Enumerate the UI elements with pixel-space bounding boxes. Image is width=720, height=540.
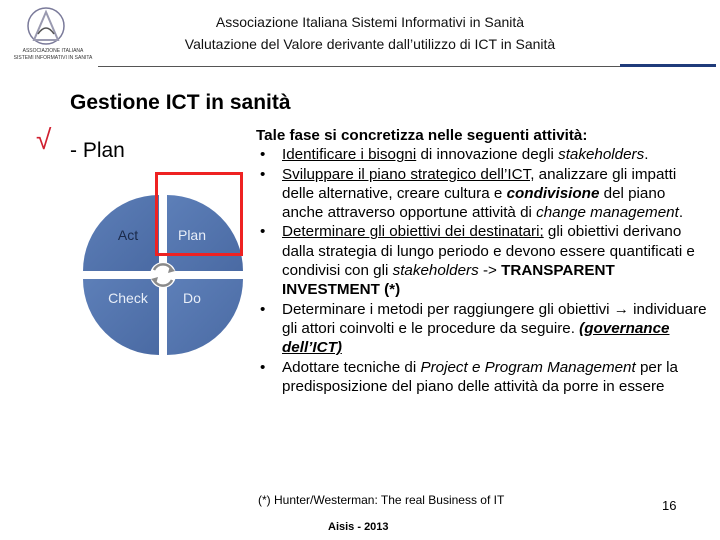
footer-label: Aisis - 2013 [328,521,389,533]
header-divider [98,66,620,67]
list-item: • Determinare gli obiettivi dei destinatari; gli obiettivi derivano dalla strategia di lungo periodo e devono essere quantificati e condivisi con gli stakeholders -> TRANSPARENT INVESTMENT (*) [260,223,695,299]
activity-list [256,145,708,396]
header-divider-accent [620,64,716,67]
list-item: • Determinare i metodi per raggiungere gli obiettivi → individuare gli attori coinvolti e le procedure da seguire. (governance dell’ICT) [260,300,707,357]
body-text [256,126,708,396]
bullet: • [260,165,266,183]
cycle-plan-label: Plan [177,227,207,243]
bullet: • [260,358,266,376]
check-mark-icon: √ [36,124,52,155]
logo-text-1: ASSOCIAZIONE ITALIANA [22,48,84,54]
body-lead: Tale fase si concretizza nelle seguenti attività: [256,127,588,144]
slide-title: Gestione ICT in sanità [70,91,291,114]
cycle-act-label: Act [117,227,139,243]
list-item: • Identificare i bisogni di innovazione degli stakeholders. [260,146,649,164]
list-item: • Sviluppare il piano strategico dell’ICT, analizzare gli impatti delle alternative, creare cultura e condivisione del piano anche attraverso opportune attività di change management. [260,165,684,222]
cycle-check-label: Check [108,290,148,306]
plan-label: - Plan [70,139,125,162]
arrow-right-icon: → [613,300,629,318]
aisis-logo [8,4,98,66]
cycle-do-label: Do [183,290,201,306]
header-subtitle: Valutazione del Valore derivante dall’utilizzo di ICT in Sanità [184,36,556,52]
logo-text-2: SISTEMI INFORMATIVI IN SANITA [13,55,93,61]
bullet: • [260,300,266,318]
list-item: • Adottare tecniche di Project e Program Management per la predisposizione del piano delle attività da porre in essere [260,358,678,395]
bullet: • [260,223,266,241]
bullet: • [260,146,266,164]
plan-highlight-box [155,172,243,256]
do-quadrant [167,279,243,355]
header-org-name: Associazione Italiana Sistemi Informativi in Sanità [215,14,525,30]
page-number: 16 [662,498,677,513]
footnote: (*) Hunter/Westerman: The real Business of IT [258,493,505,507]
